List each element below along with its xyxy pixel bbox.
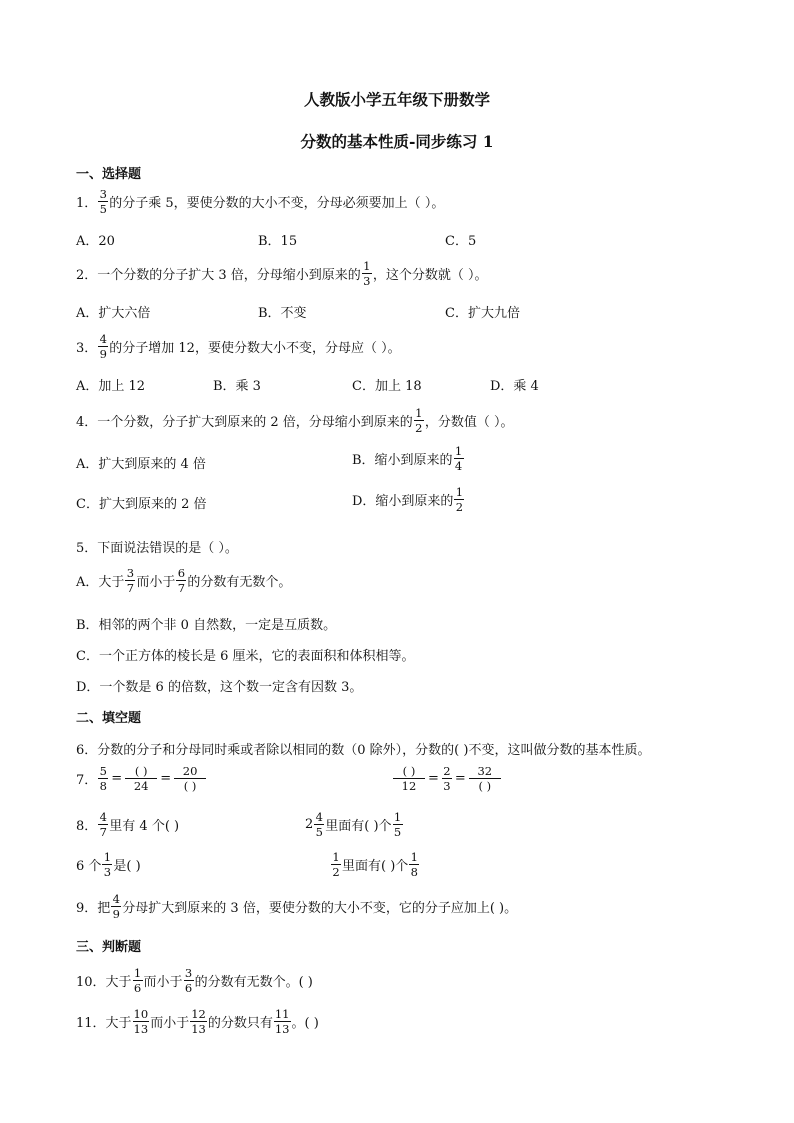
equals-sign: =: [160, 771, 172, 786]
option-c[interactable]: C．加上 18: [352, 379, 422, 394]
question-text: 分母扩大到原来的 3 倍，要使分数的大小不变，它的分子应加上( )。: [122, 901, 518, 916]
question-text: 的分数只有: [207, 1016, 273, 1031]
question-text: 的分数有无数个。( ): [194, 975, 313, 990]
option-b[interactable]: [352, 445, 465, 472]
option-d[interactable]: D．乘 4: [490, 379, 539, 394]
option-b[interactable]: B．不变: [258, 306, 307, 321]
fraction: $\frac{4}{9}$: [99, 332, 107, 361]
question-10: [76, 967, 313, 994]
option-b[interactable]: B．相邻的两个非 0 自然数，一定是互质数。: [76, 618, 337, 633]
option-c[interactable]: C．一个正方体的棱长是 6 厘米，它的表面积和体积相等。: [76, 649, 415, 664]
question-text: 6 个: [76, 859, 102, 874]
question-text: ，这个分数就（ ）。: [372, 268, 488, 283]
mixed-number: 2 $\frac{4}{5}$: [305, 810, 323, 839]
fraction: $\frac{1}{6}$: [133, 966, 142, 995]
question-text: 是( ): [113, 859, 141, 874]
fraction: $\frac{3}{7}$: [126, 566, 135, 595]
option-text: A．大于: [76, 575, 125, 590]
option-d[interactable]: D．一个数是 6 的倍数，这个数一定含有因数 3。: [76, 680, 363, 695]
question-8-d: [330, 851, 420, 878]
fraction-blank[interactable]: $\frac{( )}{24}$: [125, 765, 157, 792]
fraction: $\frac{3}{5}$: [99, 187, 107, 216]
question-text: 。( ): [291, 1016, 319, 1031]
fraction: $\frac{1}{2}$: [415, 406, 423, 435]
question-text: 里面有( )个: [342, 859, 409, 874]
option-a[interactable]: A．扩大六倍: [76, 306, 151, 321]
question-text: 而小于: [150, 1016, 190, 1031]
fraction: $\frac{1}{2}$: [332, 850, 340, 879]
question-3: [76, 333, 401, 360]
equals-sign: =: [428, 771, 439, 786]
option-a[interactable]: A．扩大到原来的 4 倍: [76, 457, 206, 472]
fraction: $\frac{1}{3}$: [103, 850, 112, 879]
question-text: 10．大于: [76, 975, 132, 990]
option-a[interactable]: A．加上 12: [76, 379, 146, 394]
option-c[interactable]: C．扩大到原来的 2 倍: [76, 497, 207, 512]
question-8-c: [76, 851, 141, 878]
question-text: 11．大于: [76, 1016, 132, 1031]
fraction-blank[interactable]: $\frac{32}{( )}$: [469, 765, 501, 792]
question-8-a: [76, 811, 179, 838]
question-text: 9．把: [76, 901, 111, 916]
question-7-right: [392, 765, 502, 792]
question-number: 7．: [76, 773, 98, 788]
question-8-b: [305, 811, 404, 838]
fraction: $\frac{4}{7}$: [99, 810, 107, 839]
option-a[interactable]: [76, 567, 291, 594]
page-subtitle: 分数的基本性质-同步练习 1: [300, 132, 494, 151]
question-text: 而小于: [143, 975, 183, 990]
question-number: 3．: [76, 341, 98, 356]
fraction-blank[interactable]: $\frac{( )}{12}$: [393, 765, 425, 792]
option-c[interactable]: C．扩大九倍: [445, 306, 520, 321]
question-text: 4．一个分数，分子扩大到原来的 2 倍，分母缩小到原来的: [76, 415, 413, 430]
question-text: ，分数值（ ）。: [424, 415, 514, 430]
question-number: 1．: [76, 196, 98, 211]
question-text: 2．一个分数的分子扩大 3 倍，分母缩小到原来的: [76, 268, 361, 283]
fraction: $\frac{6}{7}$: [177, 566, 186, 595]
option-c[interactable]: C．5: [445, 234, 477, 249]
question-text: 里有 4 个( ): [109, 819, 180, 834]
question-7-left: [76, 765, 207, 792]
fraction: $\frac{1}{8}$: [410, 850, 418, 879]
option-text: 的分数有无数个。: [187, 575, 292, 590]
page-title: 人教版小学五年级下册数学: [303, 90, 490, 109]
option-text: 而小于: [136, 575, 176, 590]
question-6: 6．分数的分子和分母同时乘或者除以相同的数（0 除外），分数的( )不变，这叫做分数的基本性质。: [76, 743, 651, 758]
fraction: $\frac{10}{13}$: [133, 1007, 149, 1036]
fraction: $\frac{12}{13}$: [191, 1007, 206, 1036]
option-d[interactable]: [352, 486, 465, 513]
question-text: 的分子增加 12，要使分数大小不变，分母应（ ）。: [109, 341, 401, 356]
option-b[interactable]: B．15: [258, 234, 298, 249]
fraction: $\frac{1}{3}$: [363, 259, 371, 288]
fraction: $\frac{3}{6}$: [184, 966, 193, 995]
question-11: [76, 1008, 319, 1035]
section-heading-choice: 一、选择题: [76, 167, 142, 182]
question-5: 5．下面说法错误的是（ ）。: [76, 541, 238, 556]
fraction: $\frac{1}{5}$: [393, 810, 402, 839]
question-1: [76, 188, 444, 215]
question-text: 里面有( )个: [325, 819, 392, 834]
fraction: $\frac{1}{2}$: [455, 485, 464, 514]
option-text: B．缩小到原来的: [352, 453, 453, 468]
fraction-blank[interactable]: $\frac{20}{( )}$: [174, 765, 206, 792]
fraction: $\frac{1}{4}$: [454, 444, 463, 473]
fraction: $\frac{5}{8}$: [99, 764, 107, 793]
question-4: [76, 407, 513, 434]
option-a[interactable]: A．20: [76, 234, 115, 249]
fraction: $\frac{2}{3}$: [443, 764, 451, 793]
question-2: [76, 260, 487, 287]
option-b[interactable]: B．乘 3: [213, 379, 261, 394]
question-text: 的分子乘 5，要使分数的大小不变，分母必须要加上（ ）。: [109, 196, 445, 211]
question-9: [76, 893, 517, 920]
section-heading-fill: 二、填空题: [76, 711, 142, 726]
section-heading-judge: 三、判断题: [76, 940, 142, 955]
fraction: $\frac{4}{9}$: [112, 892, 120, 921]
option-text: D．缩小到原来的: [352, 494, 454, 509]
equals-sign: =: [454, 771, 466, 786]
equals-sign: =: [111, 771, 123, 786]
question-number: 8．: [76, 819, 98, 834]
fraction: $\frac{11}{13}$: [274, 1007, 290, 1036]
